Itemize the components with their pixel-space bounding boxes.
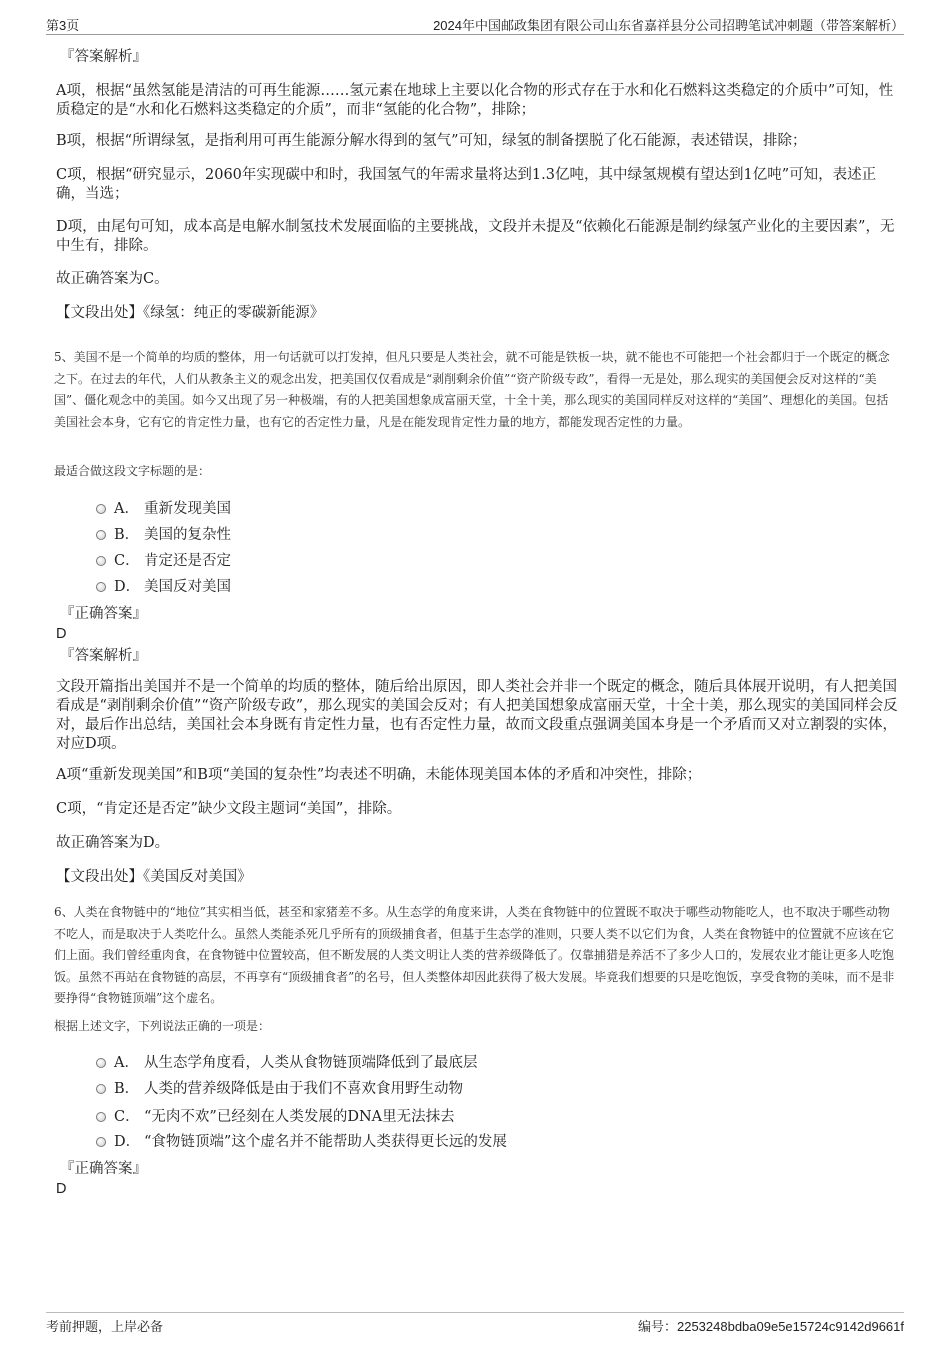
q4-analysis-c: C项，根据“研究显示，2060年实现碳中和时，我国氢气的年需求量将达到1.3亿吨，其中绿氢规模有望达到1亿吨”可知，表述正确，当选； [56, 167, 877, 202]
radio-button-icon[interactable] [96, 1084, 106, 1094]
radio-button-icon[interactable] [96, 504, 106, 514]
radio-button-icon[interactable] [96, 582, 106, 592]
q4-conclusion: 故正确答案为C。 [56, 271, 169, 287]
document-id: 编号：2253248bdba09e5e15724c9142d9661f [637, 1319, 904, 1334]
q5-analysis-main: 文段开篇指出美国并不是一个简单的均质的整体，随后给出原因，即人类社会并非一个既定的概念，随后具体展开说明，有人把美国看成是“剥削剩余价值”“资产阶级专政”，那么现实的美国会反对；有人把美国想象成富丽天堂，十全十美，那么现实的美国同样会反对，最后作出总结，美国社会本身既有肯定性力量，也有否定性力量，故而文段重点强调美国本身是一个矛盾而又对立割裂的实体，对应D项。 [56, 679, 898, 752]
radio-button-icon[interactable] [96, 556, 106, 566]
radio-button-icon[interactable] [96, 530, 106, 540]
q6-question: 根据上述文字，下列说法正确的一项是： [54, 1019, 271, 1033]
page-footer [46, 1312, 904, 1333]
radio-button-icon[interactable] [96, 1112, 106, 1122]
q6-option-b[interactable]: B． 人类的营养级降低是由于我们不喜欢食用野生动物 [96, 1080, 463, 1098]
q5-analysis-c: C项，“肯定还是否定”缺少文段主题词“美国”，排除。 [56, 801, 402, 817]
q5-analysis-ab: A项“重新发现美国”和B项“美国的复杂性”均表述不明确，未能体现美国本体的矛盾和冲突性，排除； [56, 767, 702, 783]
q6-answer: D [56, 1181, 67, 1197]
page-header [46, 14, 904, 35]
footer-slogan: 考前押题，上岸必备 [46, 1320, 164, 1335]
q5-option-a[interactable]: A． 重新发现美国 [96, 500, 231, 518]
q4-analysis-label: 『答案解析』 [60, 49, 147, 65]
radio-button-icon[interactable] [96, 1137, 106, 1147]
q5-source: 【文段出处】《美国反对美国》 [56, 869, 252, 885]
q5-conclusion: 故正确答案为D。 [56, 835, 170, 851]
document-title: 2024年中国邮政集团有限公司山东省嘉祥县分公司招聘笔试冲刺题（带答案解析） [433, 18, 904, 33]
q6-answer-label: 『正确答案』 [60, 1161, 147, 1177]
q5-answer-label: 『正确答案』 [60, 606, 147, 622]
q4-source: 【文段出处】《绿氢：纯正的零碳新能源》 [56, 305, 325, 321]
q4-analysis-a: A项，根据“虽然氢能是清洁的可再生能源……氢元素在地球上主要以化合物的形式存在于水和化石燃料这类稳定的介质中”可知，性质稳定的是“水和化石燃料这类稳定的介质”，而非“氢能的化合物”，排除； [56, 83, 894, 118]
radio-button-icon[interactable] [96, 1058, 106, 1068]
page-number: 第3页 [46, 18, 80, 33]
q5-option-c[interactable]: C． 肯定还是否定 [96, 552, 231, 570]
q5-answer: D [56, 626, 67, 642]
q6-option-d[interactable]: D． “食物链顶端”这个虚名并不能帮助人类获得更长远的发展 [96, 1133, 507, 1151]
q5-analysis-label: 『答案解析』 [60, 648, 147, 664]
q5-stem: 5、美国不是一个简单的均质的整体，用一句话就可以打发掉，但凡只要是人类社会，就不可能是铁板一块，就不能也不可能把一个社会都归于一个既定的概念之下。在过去的年代，人们从教条主义的观念出发，把美国仅仅看成是“剥削剩余价值”“资产阶级专政”，看得一无是处，那么现实的美国便会反对这样的“美国”、僵化观念中的美国。如今又出现了另一种极端，有的人把美国想象成富丽天堂，十全十美，那么现实的美国同样反对这样的“美国”、理想化的美国。包括美国社会本身，它有它的肯定性力量，也有它的否定性力量，凡是在能发现肯定性力量的地方，都能发现否定性的力量。 [54, 350, 890, 429]
q6-option-a[interactable]: A． 从生态学角度看，人类从食物链顶端降低到了最底层 [96, 1054, 478, 1072]
q6-option-c[interactable]: C． “无肉不欢”已经刻在人类发展的DNA里无法抹去 [96, 1108, 455, 1126]
q4-analysis-b: B项，根据“所谓绿氢，是指利用可再生能源分解水得到的氢气”可知，绿氢的制备摆脱了化石能源，表述错误，排除； [56, 133, 807, 149]
q4-analysis-d: D项，由尾句可知，成本高是电解水制氢技术发展面临的主要挑战，文段并未提及“依赖化石能源是制约绿氢产业化的主要因素”，无中生有，排除。 [56, 219, 895, 254]
q5-question: 最适合做这段文字标题的是： [54, 464, 211, 478]
q5-option-d[interactable]: D． 美国反对美国 [96, 578, 231, 596]
q6-stem: 6、人类在食物链中的“地位”其实相当低，甚至和家猪差不多。从生态学的角度来讲，人类在食物链中的位置既不取决于哪些动物能吃人，也不取决于哪些动物不吃人，而是取决于人类吃什么。虽然人类能杀死几乎所有的顶级捕食者，但基于生态学的准则，只要人类不以它们为食，人类在食物链中的位置就不应该在它们上面。我们曾经重肉食，在食物链中位置较高，但不断发展的人类文明让人类的营养级降低了。仅靠捕猎是养活不了多少人口的，发展农业才能让更多人吃饱饭。虽然不再站在食物链的高层，不再享有“顶级捕食者”的名号，但人类整体却因此获得了极大发展。毕竟我们想要的只是吃饱饭，享受食物的美味，而不是非要挣得“食物链顶端”这个虚名。 [54, 905, 895, 1005]
q5-option-b[interactable]: B． 美国的复杂性 [96, 526, 231, 544]
